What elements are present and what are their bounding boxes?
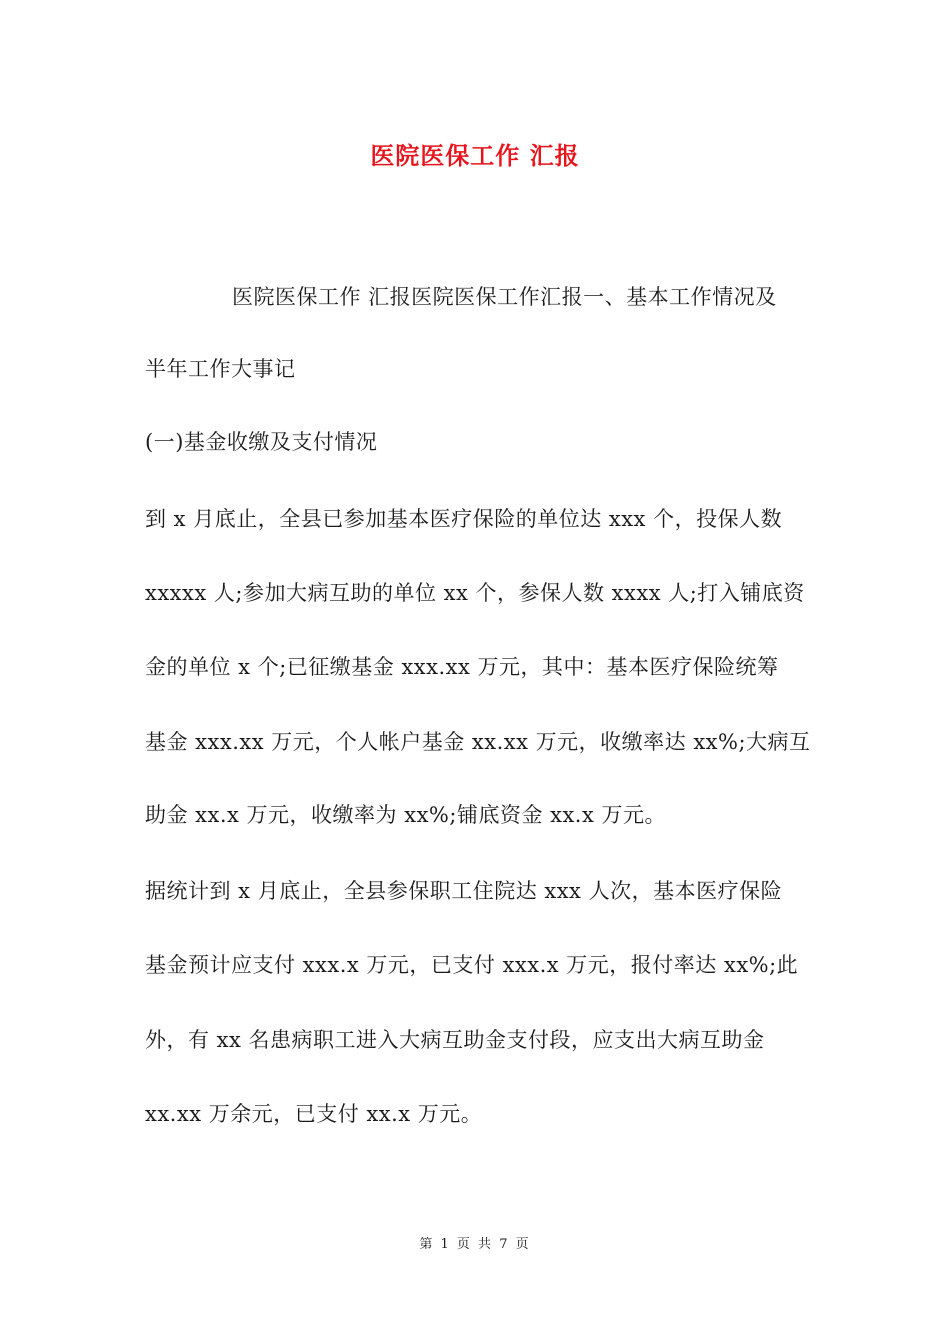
page-indicator: 第 1 页 共 7 页 xyxy=(419,1237,531,1252)
body-line: 到 x 月底止，全县已参加基本医疗保险的单位达 xxx 个，投保人数 xyxy=(145,507,783,531)
body-line: 医院医保工作 汇报医院医保工作汇报一、基本工作情况及 xyxy=(232,285,777,309)
body-line: 金的单位 x 个;已征缴基金 xxx.xx 万元，其中：基本医疗保险统筹 xyxy=(145,655,779,679)
body-line: 基金 xxx.xx 万元，个人帐户基金 xx.xx 万元，收缴率达 xx%;大病互 xyxy=(145,730,811,754)
section-heading: (一)基金收缴及支付情况 xyxy=(145,430,378,454)
body-line: 半年工作大事记 xyxy=(145,357,296,381)
body-line: xxxxx 人;参加大病互助的单位 xx 个，参保人数 xxxx 人;打入铺底资 xyxy=(145,581,805,605)
body-line: 外，有 xx 名患病职工进入大病互助金支付段，应支出大病互助金 xyxy=(145,1028,765,1052)
body-line: xx.xx 万余元，已支付 xx.x 万元。 xyxy=(145,1102,483,1126)
body-line: 助金 xx.x 万元，收缴率为 xx%;铺底资金 xx.x 万元。 xyxy=(145,803,667,827)
body-line: 基金预计应支付 xxx.x 万元，已支付 xxx.x 万元，报付率达 xx%;此 xyxy=(145,953,799,977)
body-line: 据统计到 x 月底止，全县参保职工住院达 xxx 人次，基本医疗保险 xyxy=(145,879,783,903)
document-title: 医院医保工作 汇报 xyxy=(370,141,580,170)
